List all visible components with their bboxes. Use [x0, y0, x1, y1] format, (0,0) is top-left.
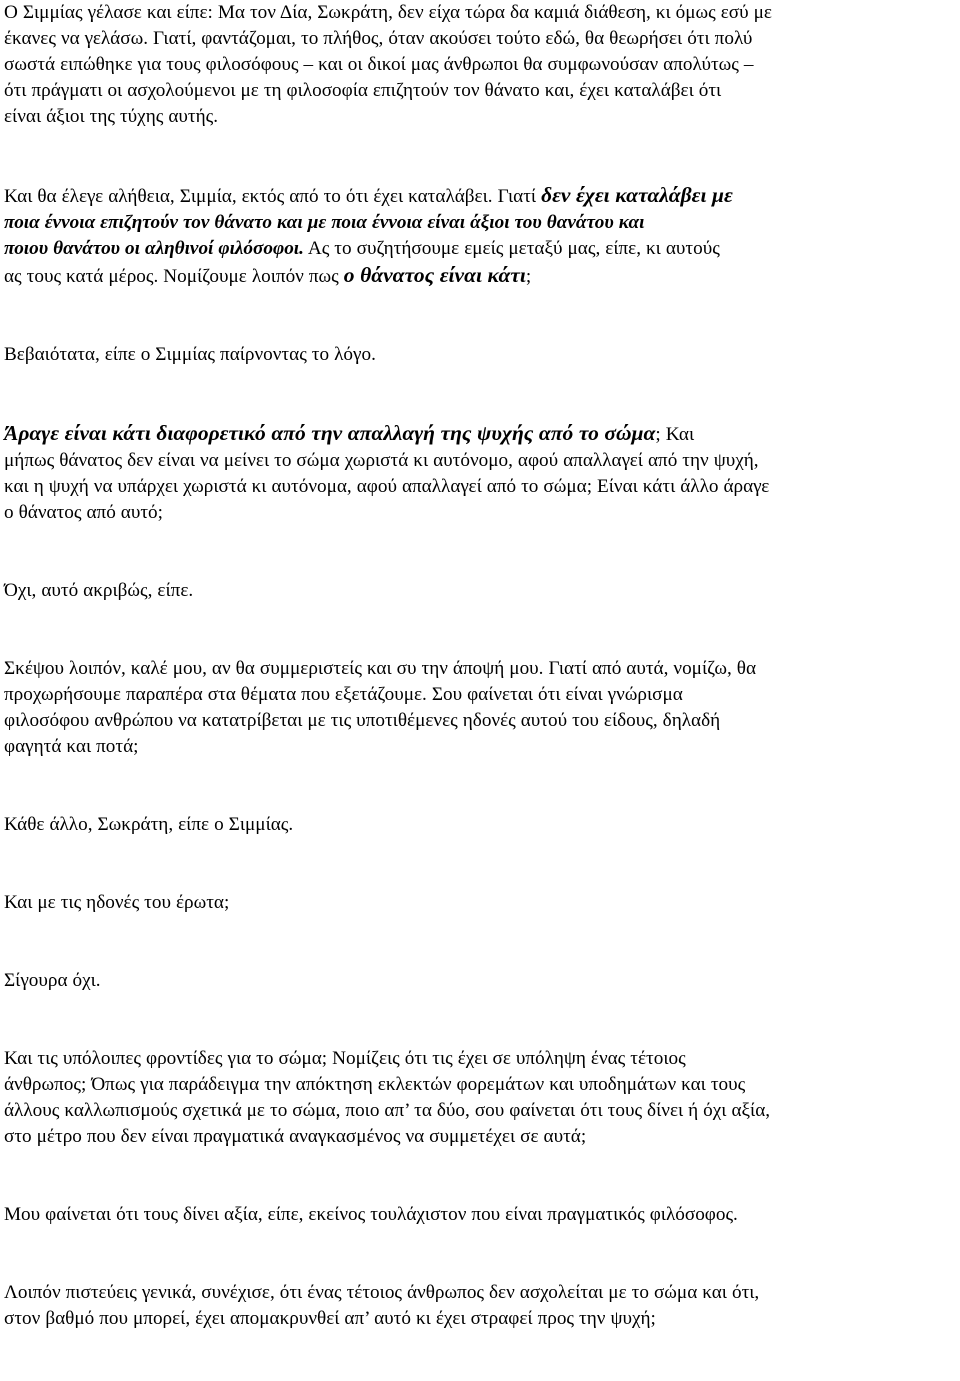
paragraph-body-cares [4, 1046, 958, 1150]
text-run: Και θα έλεγε αλήθεια, Σιμμία, εκτός από το ότι έχει καταλάβει. Γιατί [4, 186, 542, 207]
text-line: Όχι, αυτό ακριβώς, είπε. [4, 580, 194, 601]
text-run: ; [525, 266, 532, 287]
text-line: Κάθε άλλο, Σωκράτη, είπε ο Σιμμίας. [4, 814, 294, 835]
paragraph-true-philosophers [4, 182, 958, 290]
text-line: άλλους καλλωπισμούς σχετικά με το σώμα, ποιο απ’ τα δύο, σου φαίνεται ότι τους δίνει ή όχι αξία, [4, 1100, 771, 1121]
text-line: Και τις υπόλοιπες φροντίδες για το σώμα; Νομίζεις ότι τις έχει σε υπόληψη ένας τέτοιος [4, 1048, 686, 1069]
paragraph-surely-not [4, 968, 958, 994]
emphasis-text: ποιου θανάτου οι αληθινοί φιλόσοφοι. [4, 238, 304, 259]
text-run: Ας το συζητήσουμε εμείς μεταξύ μας, είπε, κι αυτούς [303, 238, 720, 259]
emphasis-text: Άραγε είναι κάτι διαφορετικό από την απαλλαγή της ψυχής από το σώμα [4, 421, 656, 445]
text-line: και η ψυχή να υπάρχει χωριστά κι αυτόνομα, αφού απαλλαγεί από το σώμα; Είναι κάτι άλλο άραγε [4, 476, 770, 497]
paragraph-turned-to-soul [4, 1280, 958, 1332]
emphasis-line: ποια έννοια επιζητούν τον θάνατο και με ποια έννοια είναι άξιοι του θανάτου και [4, 212, 645, 233]
emphasis-text: ο θάνατος είναι κάτι [343, 263, 526, 287]
text-line: στο μέτρο που δεν είναι πραγματικά αναγκασμένος να συμμετέχει σε αυτά; [4, 1126, 587, 1147]
text-line: έκανες να γελάσω. Γιατί, φαντάζομαι, το πλήθος, όταν ακούσει τούτο εδώ, θα θεωρήσει ότι πολύ [4, 28, 753, 49]
text-line: Βεβαιότατα, είπε ο Σιμμίας παίρνοντας το λόγο. [4, 344, 376, 365]
text-line: Σίγουρα όχι. [4, 970, 101, 991]
text-line [4, 420, 958, 448]
text-line: φιλοσόφου ανθρώπου να κατατρίβεται με τις υποτιθέμενες ηδονές αυτού του είδους, δηλαδή [4, 710, 721, 731]
text-line: φαγητά και ποτά; [4, 736, 139, 757]
text-line: σωστά ειπώθηκε για τους φιλοσόφους – και οι δικοί μας άνθρωποι θα συμφωνούσαν απολύτως – [4, 54, 754, 75]
paragraph-simmias-reply [4, 342, 958, 368]
text-line [4, 182, 958, 210]
paragraph-not-at-all [4, 812, 958, 838]
text-line: Και με τις ηδονές του έρωτα; [4, 892, 230, 913]
text-line: στον βαθμό που μπορεί, έχει απομακρυνθεί απ’ αυτό κι έχει στραφεί προς την ψυχή; [4, 1308, 656, 1329]
text-line: προχωρήσουμε παραπέρα στα θέματα που εξετάζουμε. Σου φαίνεται ότι είναι γνώρισμα [4, 684, 683, 705]
text-line: άνθρωπος; Όπως για παράδειγμα την απόκτηση εκλεκτών φορεμάτων και υποδημάτων και τους [4, 1074, 746, 1095]
text-line: Μου φαίνεται ότι τους δίνει αξία, είπε, εκείνος τουλάχιστον που είναι πραγματικός φιλόσοφος. [4, 1204, 738, 1225]
text-line [4, 262, 958, 290]
text-line: Σκέψου λοιπόν, καλέ μου, αν θα συμμεριστείς και συ την άποψή μου. Γιατί από αυτά, νομίζω, θα [4, 658, 757, 679]
paragraph-love-pleasures [4, 890, 958, 916]
text-line: ότι πράγματι οι ασχολούμενοι με τη φιλοσοφία επιζητούν τον θάνατο και, έχει καταλάβει ότι [4, 80, 722, 101]
text-line: είναι άξιοι της τύχης αυτής. [4, 106, 219, 127]
text-line [4, 236, 958, 262]
text-line: μήπως θάνατος δεν είναι να μείνει το σώμα χωριστά κι αυτόνομο, αφού απαλλαγεί από την ψυχή, [4, 450, 759, 471]
paragraph-real-philosopher [4, 1202, 958, 1228]
text-line: ο θάνατος από αυτό; [4, 502, 163, 523]
paragraph-pleasures-question [4, 656, 958, 760]
text-line: Λοιπόν πιστεύεις γενικά, συνέχισε, ότι ένας τέτοιος άνθρωπος δεν ασχολείται με το σώμα και ότι, [4, 1282, 760, 1303]
paragraph-exactly-this [4, 578, 958, 604]
document-page [4, 0, 958, 1332]
text-run: ; Και [655, 424, 695, 445]
paragraph-death-definition [4, 420, 958, 526]
text-run: ας τους κατά μέρος. Νομίζουμε λοιπόν πως [4, 266, 344, 287]
text-line: Ο Σιμμίας γέλασε και είπε: Μα τον Δία, Σωκράτη, δεν είχα τώρα δα καμιά διάθεση, κι όμως εσύ με [4, 2, 772, 23]
paragraph-simmias-laughs [4, 0, 958, 130]
emphasis-text: δεν έχει καταλάβει με [541, 183, 733, 207]
